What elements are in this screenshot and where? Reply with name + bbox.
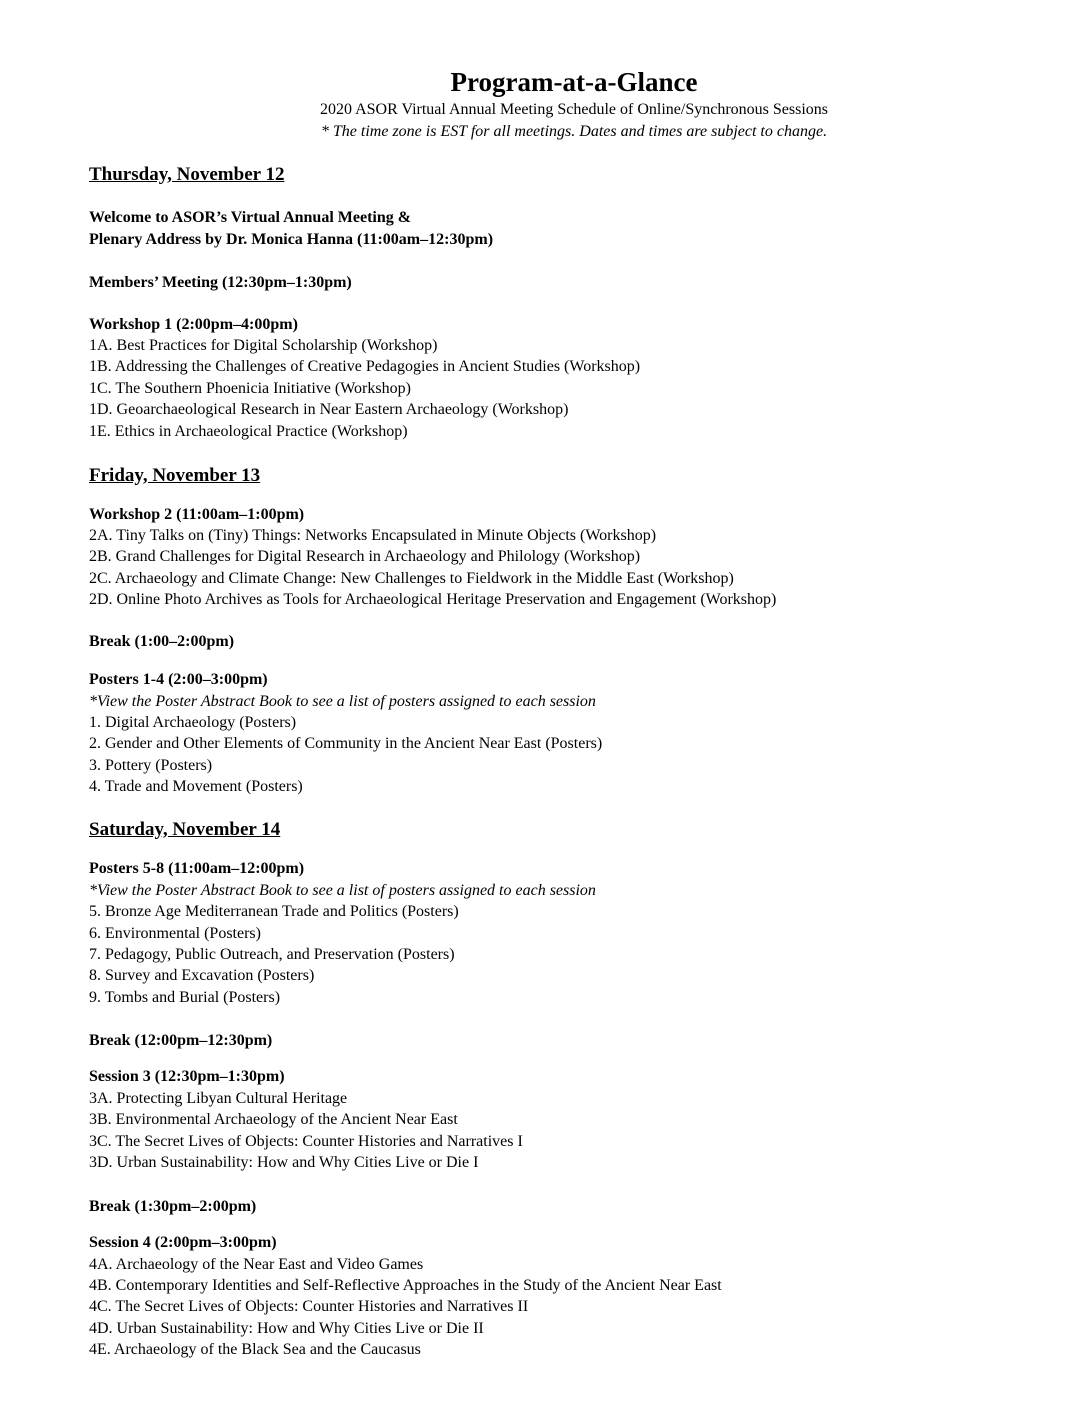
welcome-line-1: Welcome to ASOR’s Virtual Annual Meeting & <box>89 209 412 226</box>
list-item: 1E. Ethics in Archaeological Practice (Workshop) <box>89 423 408 440</box>
list-item: 1B. Addressing the Challenges of Creative Pedagogies in Ancient Studies (Workshop) <box>89 358 641 375</box>
posters5-heading: Posters 5-8 (11:00am–12:00pm) <box>89 860 305 877</box>
list-item: 3D. Urban Sustainability: How and Why Cities Live or Die I <box>89 1154 479 1171</box>
day-heading-saturday: Saturday, November 14 <box>89 819 281 840</box>
list-item: 2A. Tiny Talks on (Tiny) Things: Networks Encapsulated in Minute Objects (Workshop) <box>89 527 657 544</box>
posters-note: *View the Poster Abstract Book to see a list of posters assigned to each session <box>89 693 596 710</box>
day-heading-friday: Friday, November 13 <box>89 465 261 486</box>
list-item: 4A. Archaeology of the Near East and Video Games <box>89 1256 424 1273</box>
timezone-note: * The time zone is EST for all meetings. Dates and times are subject to change. <box>320 123 828 140</box>
list-item: 5. Bronze Age Mediterranean Trade and Politics (Posters) <box>89 903 459 920</box>
list-item: 1D. Geoarchaeological Research in Near Eastern Archaeology (Workshop) <box>89 401 569 418</box>
break-saturday-1: Break (12:00pm–12:30pm) <box>89 1032 273 1049</box>
list-item: 2D. Online Photo Archives as Tools for Archaeological Heritage Preservation and Engagement (Workshop) <box>89 591 777 608</box>
members-meeting: Members’ Meeting (12:30pm–1:30pm) <box>89 274 352 291</box>
list-item: 6. Environmental (Posters) <box>89 925 261 942</box>
list-item: 1A. Best Practices for Digital Scholarship (Workshop) <box>89 337 438 354</box>
day-heading-thursday: Thursday, November 12 <box>89 164 285 185</box>
list-item: 2. Gender and Other Elements of Community in the Ancient Near East (Posters) <box>89 735 603 752</box>
session4-heading: Session 4 (2:00pm–3:00pm) <box>89 1234 277 1251</box>
workshop2-heading: Workshop 2 (11:00am–1:00pm) <box>89 506 305 523</box>
list-item: 4. Trade and Movement (Posters) <box>89 778 303 795</box>
list-item: 1. Digital Archaeology (Posters) <box>89 714 297 731</box>
list-item: 3A. Protecting Libyan Cultural Heritage <box>89 1090 348 1107</box>
workshop1-heading: Workshop 1 (2:00pm–4:00pm) <box>89 316 298 333</box>
list-item: 4C. The Secret Lives of Objects: Counter Histories and Narratives II <box>89 1298 529 1315</box>
break-friday: Break (1:00–2:00pm) <box>89 633 235 650</box>
list-item: 8. Survey and Excavation (Posters) <box>89 967 315 984</box>
break-saturday-2: Break (1:30pm–2:00pm) <box>89 1198 257 1215</box>
list-item: 3C. The Secret Lives of Objects: Counter Histories and Narratives I <box>89 1133 523 1150</box>
welcome-line-2: Plenary Address by Dr. Monica Hanna (11:00am–12:30pm) <box>89 231 494 248</box>
page-title: Program-at-a-Glance <box>450 67 698 97</box>
list-item: 4E. Archaeology of the Black Sea and the Caucasus <box>89 1341 421 1358</box>
list-item: 7. Pedagogy, Public Outreach, and Preservation (Posters) <box>89 946 455 963</box>
posters1-heading: Posters 1-4 (2:00–3:00pm) <box>89 671 268 688</box>
list-item: 4D. Urban Sustainability: How and Why Cities Live or Die II <box>89 1320 484 1337</box>
list-item: 2C. Archaeology and Climate Change: New Challenges to Fieldwork in the Middle East (Workshop) <box>89 570 734 587</box>
posters-note: *View the Poster Abstract Book to see a list of posters assigned to each session <box>89 882 596 899</box>
list-item: 4B. Contemporary Identities and Self-Reflective Approaches in the Study of the Ancient Near East <box>89 1277 722 1294</box>
list-item: 9. Tombs and Burial (Posters) <box>89 989 281 1006</box>
list-item: 3B. Environmental Archaeology of the Ancient Near East <box>89 1111 458 1128</box>
list-item: 3. Pottery (Posters) <box>89 757 213 774</box>
list-item: 1C. The Southern Phoenicia Initiative (Workshop) <box>89 380 411 397</box>
page-subtitle: 2020 ASOR Virtual Annual Meeting Schedule of Online/Synchronous Sessions <box>319 101 829 118</box>
session3-heading: Session 3 (12:30pm–1:30pm) <box>89 1068 285 1085</box>
list-item: 2B. Grand Challenges for Digital Research in Archaeology and Philology (Workshop) <box>89 548 641 565</box>
